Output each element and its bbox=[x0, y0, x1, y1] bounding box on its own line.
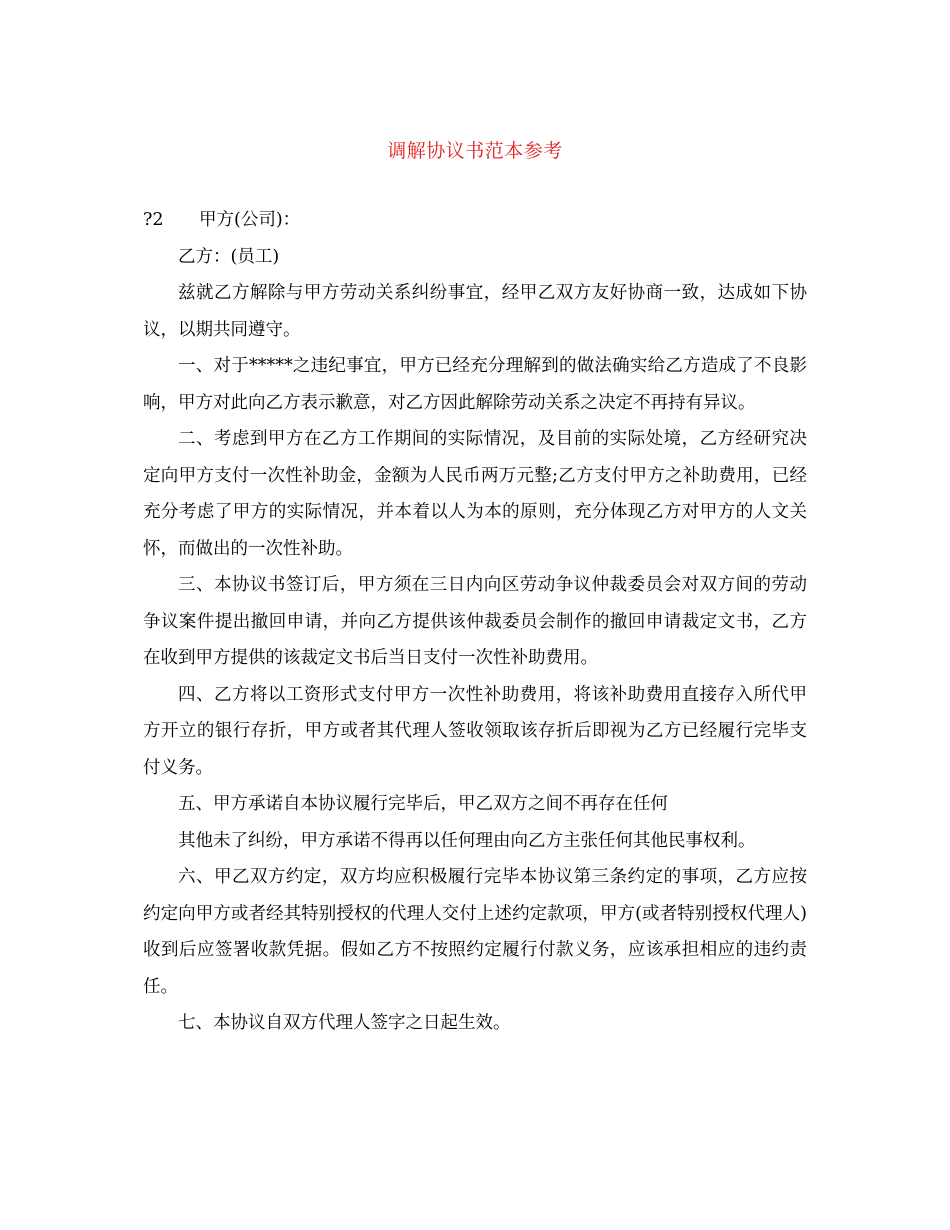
party-a-label: 甲方(公司)： bbox=[199, 210, 301, 230]
paragraph-clause-2: 二、考虑到甲方在乙方工作期间的实际情况，及目前的实际处境，乙方经研究决定向甲方支付一次性补助金，金额为人民币两万元整;乙方支付甲方之补助费用，已经充分考虑了甲方的实际情况，并本着以人为本的原则，充分体现乙方对甲方的人文关怀，而做出的一次性补助。 bbox=[143, 429, 807, 559]
paragraph-clause-1: 一、对于*****之违纪事宜，甲方已经充分理解到的做法确实给乙方造成了不良影响，甲方对此向乙方表示歉意，对乙方因此解除劳动关系之决定不再持有异议。 bbox=[143, 356, 807, 413]
paragraph-clause-5: 五、甲方承诺自本协议履行完毕后，甲乙双方之间不再存在任何 bbox=[178, 794, 668, 814]
paragraph-clause-3: 三、本协议书签订后，甲方须在三日内向区劳动争议仲裁委员会对双方间的劳动争议案件提出撤回申请，并向乙方提供该仲裁委员会制作的撤回申请裁定文书，乙方在收到甲方提供的该裁定文书后当日支付一次性补助费用。 bbox=[143, 575, 807, 668]
item-number: ?2 bbox=[143, 210, 164, 230]
document-body bbox=[143, 202, 807, 1042]
paragraph-clause-7: 七、本协议自双方代理人签字之日起生效。 bbox=[178, 1013, 511, 1033]
party-b-label: 乙方：(员工) bbox=[178, 246, 280, 267]
paragraph-clause-4: 四、乙方将以工资形式支付甲方一次性补助费用，将该补助费用直接存入所代甲方开立的银行存折，甲方或者其代理人签收领取该存折后即视为乙方已经履行完毕支付义务。 bbox=[143, 684, 807, 778]
paragraph-clause-6: 六、甲乙双方约定，双方均应积极履行完毕本协议第三条约定的事项，乙方应按约定向甲方或者经其特别授权的代理人交付上述约定款项，甲方(或者特别授权代理人)收到后应签署收款凭据。假如乙方不按照约定履行付款义务，应该承担相应的违约责任。 bbox=[143, 867, 807, 997]
header-line bbox=[143, 202, 807, 239]
paragraph-clause-5-cont: 其他未了纠纷，甲方承诺不得再以任何理由向乙方主张任何其他民事权利。 bbox=[178, 830, 756, 851]
paragraph-preamble: 兹就乙方解除与甲方劳动关系纠纷事宜，经甲乙双方友好协商一致，达成如下协议，以期共同遵守。 bbox=[143, 283, 807, 340]
document-title: 调解协议书范本参考 bbox=[387, 140, 563, 162]
